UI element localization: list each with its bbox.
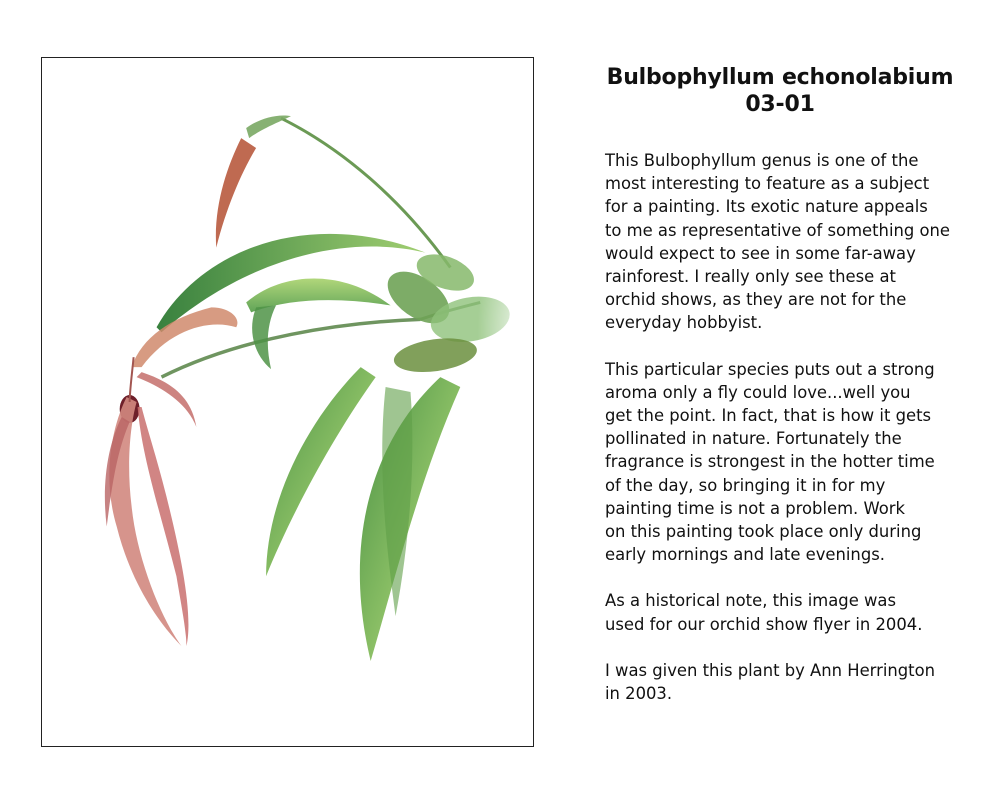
orchid-watercolor-illustration — [42, 58, 533, 746]
paragraph-genus: This Bulbophyllum genus is one of the most interesting to feature as a subject for a painting. Its exotic nature appeals to me as representative of something one would expect to see in some far-away rainforest. I really only see these at orchid shows, as they are not for the everyday hobbyist. — [605, 151, 951, 333]
paragraph-provenance: I was given this plant by Ann Herrington in 2003. — [605, 660, 936, 704]
paragraph-history: As a historical note, this image was used for our orchid show flyer in 2004. — [605, 591, 923, 634]
painting-frame — [41, 57, 534, 747]
description-text — [605, 149, 975, 728]
species-name: Bulbophyllum echonolabium — [606, 65, 954, 90]
painting-title — [590, 64, 970, 118]
painting-number: 03-01 — [745, 92, 815, 117]
paragraph-aroma: This particular species puts out a strong aroma only a fly could love...well you get the point. In fact, that is how it gets pollinated in nature. Fortunately the fragrance is strongest in the hotter time of the day, so bringing it in for my painting time is not a problem. Work on this painting took place only during early mornings and late evenings. — [605, 359, 935, 565]
